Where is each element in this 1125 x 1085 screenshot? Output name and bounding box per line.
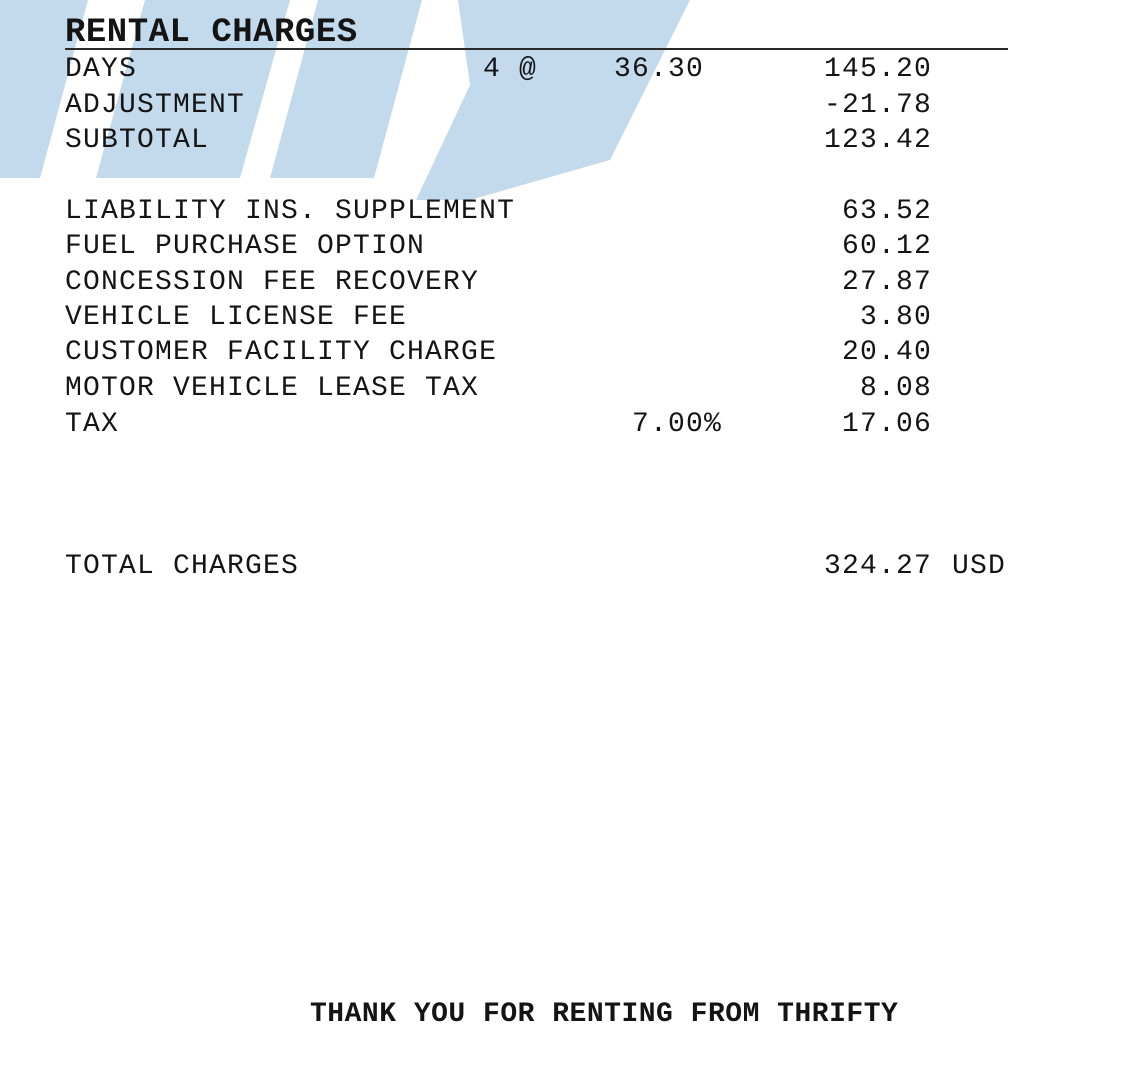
line-amount: 20.40 xyxy=(841,337,932,368)
total-label: TOTAL CHARGES xyxy=(65,551,300,582)
line-label: VEHICLE LICENSE FEE xyxy=(65,302,408,333)
line-label: SUBTOTAL xyxy=(65,125,210,156)
line-amount: 8.08 xyxy=(859,373,932,404)
total-amount: 324.27 xyxy=(823,551,932,582)
line-amount: 63.52 xyxy=(841,196,932,227)
line-label: MOTOR VEHICLE LEASE TAX xyxy=(65,373,480,404)
thank-you-message: THANK YOU FOR RENTING FROM THRIFTY xyxy=(310,999,899,1030)
line-label: CONCESSION FEE RECOVERY xyxy=(65,267,480,298)
line-label: FUEL PURCHASE OPTION xyxy=(65,231,426,262)
line-label: LIABILITY INS. SUPPLEMENT xyxy=(65,196,516,227)
line-amount: 60.12 xyxy=(841,231,932,262)
line-label: CUSTOMER FACILITY CHARGE xyxy=(65,337,498,368)
line-item-fee xyxy=(0,230,1125,264)
section-title: RENTAL CHARGES xyxy=(65,14,358,52)
line-label: DAYS xyxy=(65,54,138,85)
line-amount: 145.20 xyxy=(823,54,932,85)
line-quantity: 4 @ xyxy=(483,54,538,85)
line-amount: -21.78 xyxy=(823,90,932,121)
line-amount: 123.42 xyxy=(823,125,932,156)
tax-rate: 7.00% xyxy=(632,409,723,440)
line-amount: 27.87 xyxy=(841,267,932,298)
line-item-subtotal xyxy=(0,124,1125,158)
line-label: TAX xyxy=(65,409,120,440)
total-charges-line xyxy=(0,550,1125,584)
title-underline xyxy=(65,48,1008,50)
line-item-fee xyxy=(0,266,1125,300)
line-label: ADJUSTMENT xyxy=(65,90,246,121)
line-amount: 17.06 xyxy=(841,409,932,440)
line-item-fee xyxy=(0,336,1125,370)
line-item-fee xyxy=(0,301,1125,335)
line-amount: 3.80 xyxy=(859,302,932,333)
currency-code: USD xyxy=(952,551,1007,582)
line-item-days xyxy=(0,53,1125,87)
line-item-fee xyxy=(0,372,1125,406)
line-rate: 36.30 xyxy=(614,54,705,85)
line-item-adjustment xyxy=(0,89,1125,123)
line-item-fee xyxy=(0,195,1125,229)
line-item-tax xyxy=(0,408,1125,442)
